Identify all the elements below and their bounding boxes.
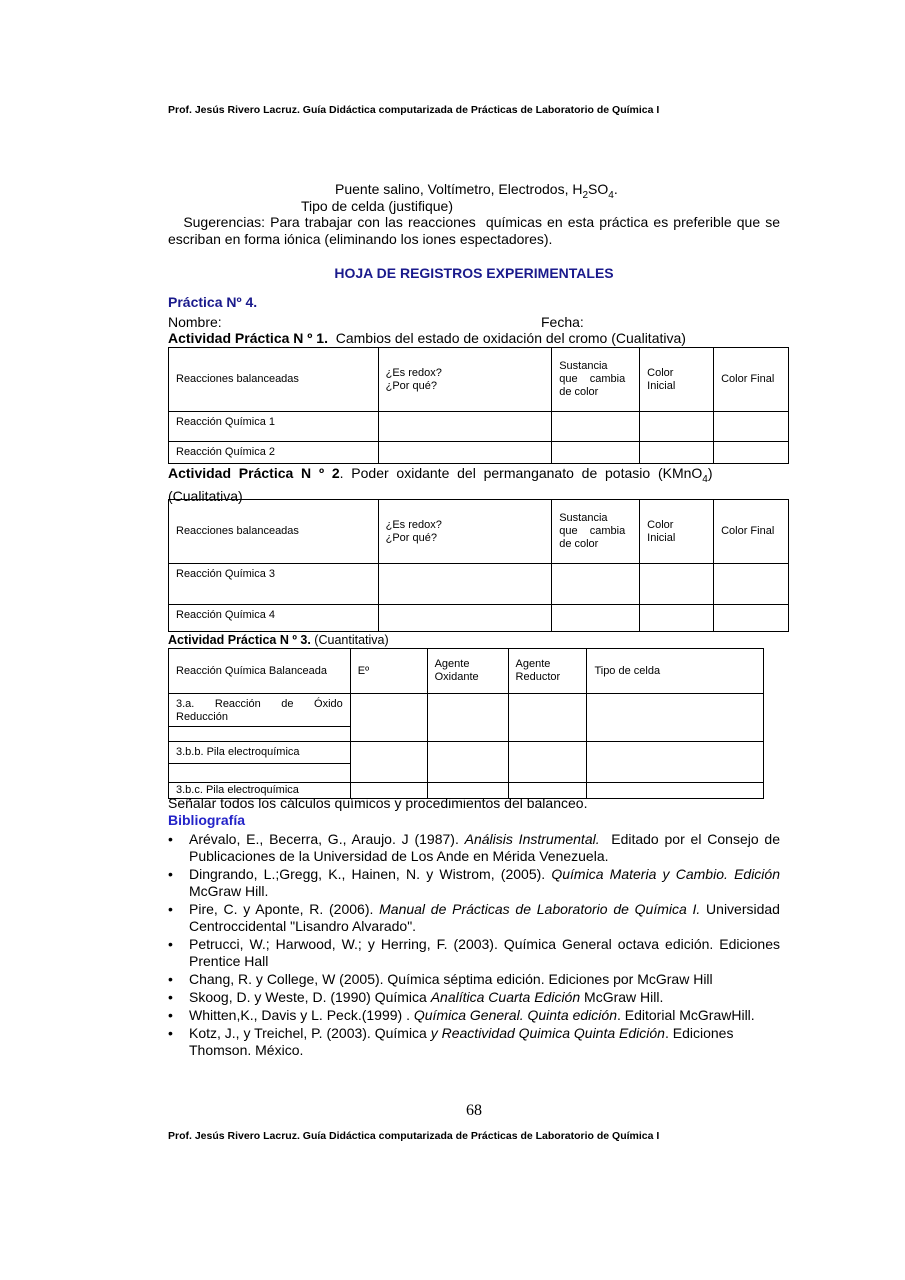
row-label: Reacción Química 2 xyxy=(169,442,379,464)
empty-cell[interactable] xyxy=(552,605,640,632)
page-header: Prof. Jesús Rivero Lacruz. Guía Didáctica computarizada de Prácticas de Laboratorio de Química I xyxy=(168,104,660,116)
bibliography-item: • Kotz, J., y Treichel, P. (2003). Química y Reactividad Quimica Quinta Edición. Ediciones Thomson. México. xyxy=(168,1025,734,1058)
row-label: 3.b.c. Pila electroquímica xyxy=(169,783,351,799)
activity-2-table xyxy=(168,499,789,632)
header-cell: Reacción Química Balanceada xyxy=(169,649,351,694)
bibliography-item: • Dingrando, L.;Gregg, K., Hainen, N. y Wistrom, (2005). Química Materia y Cambio. Edición McGraw Hill. xyxy=(168,866,780,899)
row-label: Reacción Química 4 xyxy=(169,605,379,632)
header-cell: Agente Reductor xyxy=(508,649,587,694)
empty-cell[interactable] xyxy=(714,564,789,605)
empty-cell[interactable] xyxy=(587,742,764,783)
empty-cell[interactable] xyxy=(640,412,714,442)
fecha-label: Fecha: xyxy=(541,314,584,330)
table-header-row xyxy=(169,348,789,412)
header-cell: Reacciones balanceadas xyxy=(169,348,379,412)
header-cell: Reacciones balanceadas xyxy=(169,500,379,564)
empty-cell[interactable] xyxy=(552,564,640,605)
empty-cell[interactable] xyxy=(378,564,552,605)
empty-cell[interactable] xyxy=(714,442,789,464)
empty-cell[interactable] xyxy=(587,783,764,799)
header-cell: Agente Oxidante xyxy=(427,649,508,694)
activity-3-table xyxy=(168,648,764,799)
empty-cell[interactable] xyxy=(640,442,714,464)
table-row xyxy=(169,564,789,605)
activity-3-title: Actividad Práctica N º 3. (Cuantitativa) xyxy=(168,633,389,647)
header-cell: Sustancia que cambia de color xyxy=(552,348,640,412)
bibliography-item: • Pire, C. y Aponte, R. (2006). Manual de Prácticas de Laboratorio de Química I. Universidad Centroccidental "Lisandro Alvarado". xyxy=(168,901,780,934)
header-cell: Tipo de celda xyxy=(587,649,764,694)
empty-cell[interactable] xyxy=(587,694,764,742)
empty-cell[interactable] xyxy=(714,605,789,632)
empty-cell[interactable] xyxy=(552,412,640,442)
nombre-label: Nombre: xyxy=(168,314,222,330)
empty-cell[interactable] xyxy=(640,564,714,605)
header-cell: ¿Es redox? ¿Por qué? xyxy=(378,500,552,564)
empty-cell[interactable] xyxy=(640,605,714,632)
header-cell: Color Inicial xyxy=(640,348,714,412)
practice-title: Práctica Nº 4. xyxy=(168,294,258,310)
header-cell: Color Final xyxy=(714,348,789,412)
header-cell: Eº xyxy=(350,649,427,694)
table-row xyxy=(169,442,789,464)
empty-cell[interactable] xyxy=(378,442,552,464)
table-row xyxy=(169,742,764,764)
bibliography-title: Bibliografía xyxy=(168,812,246,828)
page-number: 68 xyxy=(466,1102,482,1119)
activity-1-table xyxy=(168,347,789,464)
header-cell: Color Final xyxy=(714,500,789,564)
bibliography-item: • Skoog, D. y Weste, D. (1990) Química Analítica Cuarta Edición McGraw Hill. xyxy=(168,989,664,1005)
bibliography-list xyxy=(168,831,784,1060)
table-row xyxy=(169,605,789,632)
empty-cell[interactable] xyxy=(378,412,552,442)
empty-cell[interactable] xyxy=(508,694,587,742)
celda-line: Tipo de celda (justifique) xyxy=(301,198,454,214)
bibliography-item: • Petrucci, W.; Harwood, W.; y Herring, F. (2003). Química General octava edición. Ediciones Prentice Hall xyxy=(168,936,780,969)
empty-cell[interactable] xyxy=(169,764,351,783)
empty-cell[interactable] xyxy=(350,694,427,742)
header-cell: ¿Es redox? ¿Por qué? xyxy=(378,348,552,412)
activity-1-title: Actividad Práctica N º 1. Cambios del estado de oxidación del cromo (Cualitativa) xyxy=(168,330,686,346)
table-row xyxy=(169,412,789,442)
empty-cell[interactable] xyxy=(427,742,508,783)
section-title: HOJA DE REGISTROS EXPERIMENTALES xyxy=(334,265,614,281)
page-footer: Prof. Jesús Rivero Lacruz. Guía Didáctica computarizada de Prácticas de Laboratorio de Química I xyxy=(168,1130,660,1142)
table-header-row xyxy=(169,649,764,694)
materials-line: Puente salino, Voltímetro, Electrodos, $H_2SO_4$. xyxy=(335,181,618,201)
empty-cell[interactable] xyxy=(350,742,427,783)
bibliography-item: • Chang, R. y College, W (2005). Química séptima edición. Ediciones por McGraw Hill xyxy=(168,971,713,987)
empty-cell[interactable] xyxy=(714,412,789,442)
header-cell: Color Inicial xyxy=(640,500,714,564)
suggestion-paragraph: Sugerencias: Para trabajar con las reacciones químicas en esta práctica es preferible que se escriban en forma iónica (eliminando los iones espectadores). xyxy=(168,214,784,247)
bibliography-item: • Whitten,K., Davis y L. Peck.(1999) . Química General. Quinta edición. Editorial McGrawHill. xyxy=(168,1007,755,1023)
header-cell: Sustancia que cambia de color xyxy=(552,500,640,564)
empty-cell[interactable] xyxy=(427,694,508,742)
activity-2-title: Actividad Práctica N º 2. Poder oxidante del permanganato de potasio (KMnO$_4$) (Cualitativa) xyxy=(168,465,713,504)
empty-cell[interactable] xyxy=(169,727,351,742)
row-label: Reacción Química 3 xyxy=(169,564,379,605)
row-label: 3.a. Reacción de Óxido Reducción xyxy=(169,694,351,727)
table-header-row xyxy=(169,500,789,564)
row-label: 3.b.b. Pila electroquímica xyxy=(169,742,351,764)
row-label: Reacción Química 1 xyxy=(169,412,379,442)
empty-cell[interactable] xyxy=(378,605,552,632)
empty-cell[interactable] xyxy=(552,442,640,464)
table-row xyxy=(169,694,764,727)
balance-note: Señalar todos los cálculos químicos y procedimientos del balanceo. xyxy=(168,795,588,811)
empty-cell[interactable] xyxy=(508,742,587,783)
bibliography-item: • Arévalo, E., Becerra, G., Araujo. J (1987). Análisis Instrumental. Editado por el Consejo de Publicaciones de la Universidad de Los Ande en Mérida Venezuela. xyxy=(168,831,784,864)
